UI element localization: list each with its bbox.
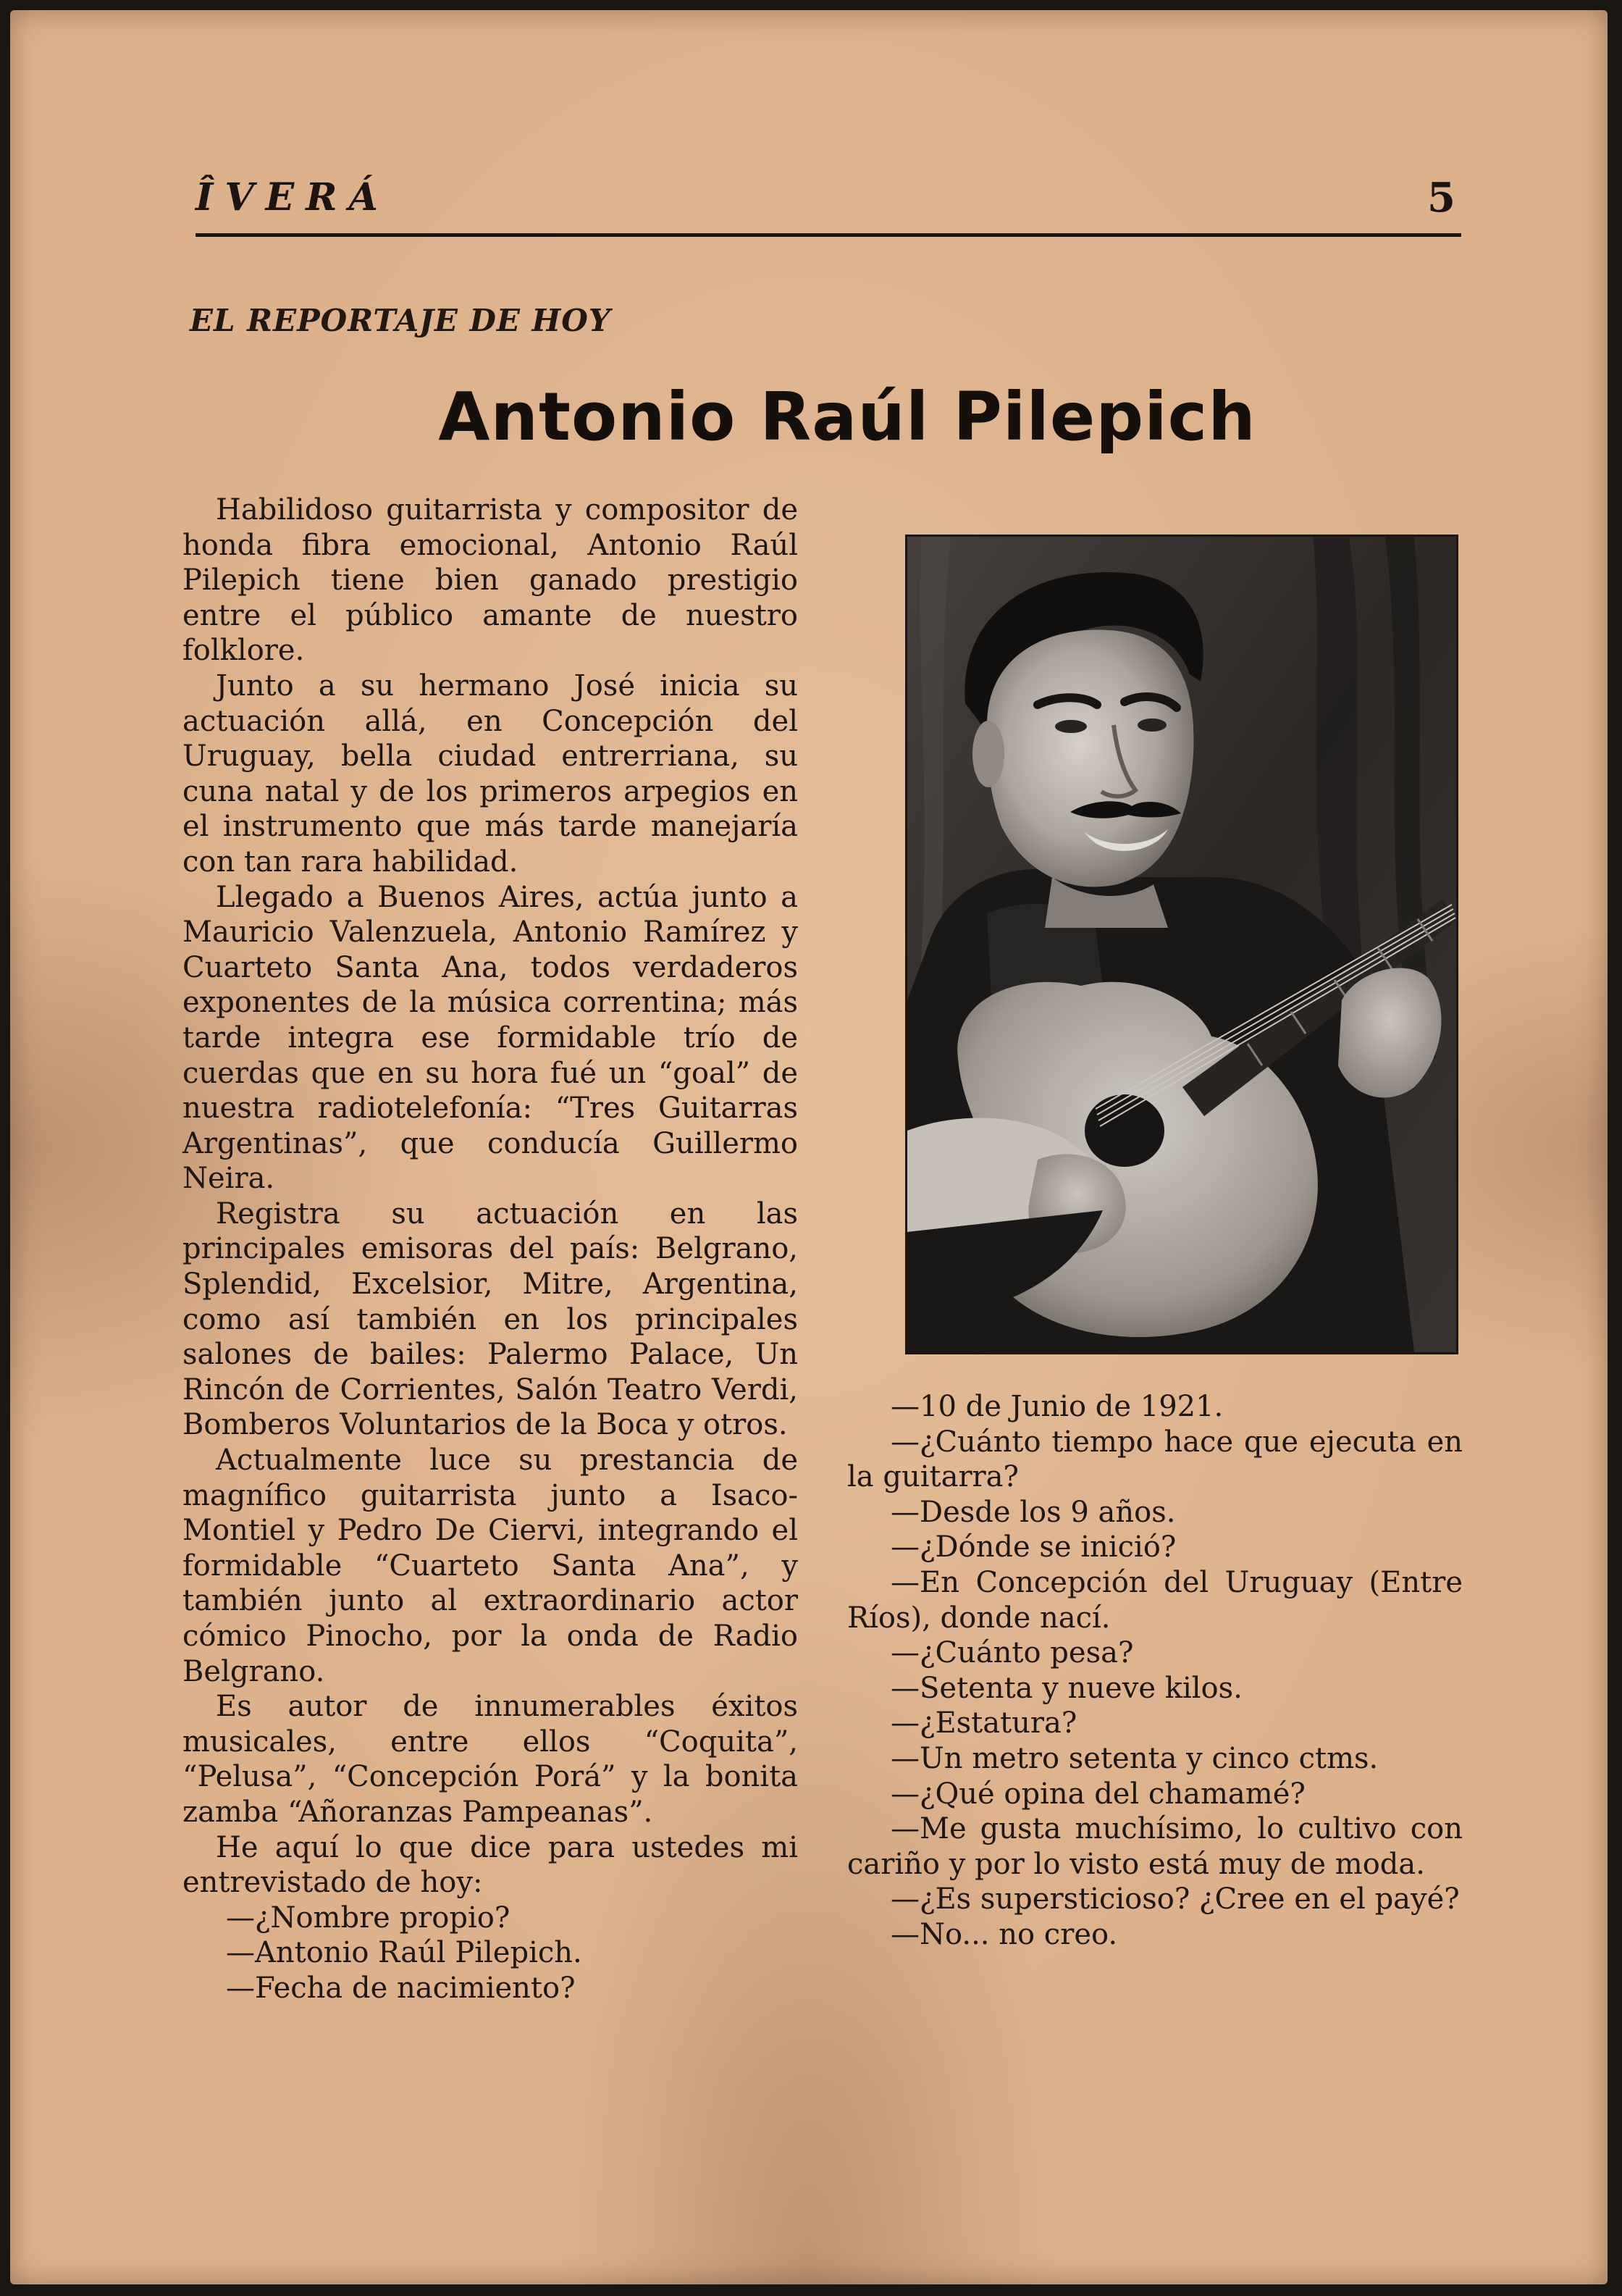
right-column bbox=[847, 1389, 1463, 1953]
paragraph: Llegado a Buenos Aires, actúa junto a Mauricio Valenzuela, Antonio Ramírez y Cuarteto Santa Ana, todos verdaderos exponentes de la música correntina; más tarde integra ese formidable trío de cuerdas que en su hora fué un “goal” de nuestra radiotelefonía: “Tres Guitarras Argentinas”, que conducía Guillermo Neira. bbox=[182, 880, 798, 1196]
page-header bbox=[196, 168, 1461, 226]
dialogue-line: —Setenta y nueve kilos. bbox=[891, 1671, 1243, 1705]
dialogue-line: —10 de Junio de 1921. bbox=[891, 1390, 1224, 1423]
guitarist-photo bbox=[905, 535, 1458, 1354]
paragraph: Es autor de innumerables éxitos musicales, entre ellos “Coquita”, “Pelusa”, “Concepción Porá” y la bonita zamba “Añoranzas Pampeanas”. bbox=[182, 1690, 798, 1829]
paragraph: He aquí lo que dice para ustedes mi entrevistado de hoy: bbox=[182, 1830, 798, 1900]
magazine-title: ÎVERÁ bbox=[196, 175, 390, 219]
dialogue-line: —¿Estatura? bbox=[891, 1706, 1077, 1740]
dialogue-line: —Un metro setenta y cinco ctms. bbox=[891, 1741, 1379, 1775]
page-number: 5 bbox=[1427, 174, 1455, 222]
dialogue-line: —Antonio Raúl Pilepich. bbox=[226, 1936, 582, 1970]
article-headline: Antonio Raúl Pilepich bbox=[438, 378, 1256, 456]
dialogue-line: —En Concepción del Uruguay (Entre Ríos), donde nací. bbox=[847, 1565, 1463, 1635]
dialogue-line: —Fecha de nacimiento? bbox=[226, 1971, 576, 2005]
section-label: EL REPORTAJE DE HOY bbox=[190, 303, 611, 338]
dialogue-line: —¿Nombre propio? bbox=[226, 1901, 510, 1935]
paragraph: Registra su actuación en las principales emisoras del país: Belgrano, Splendid, Excelsior, Mitre, Argentina, como así también en los principales salones de bailes: Palermo Palace, Un Rincón de Corrientes, Salón Teatro Verdi, Bomberos Voluntarios de la Boca y otros. bbox=[182, 1197, 798, 1442]
dialogue-line: —¿Cuánto tiempo hace que ejecuta en la guitarra? bbox=[847, 1425, 1463, 1494]
dialogue-line: —Desde los 9 años. bbox=[891, 1495, 1176, 1529]
header-rule bbox=[196, 233, 1461, 237]
paragraph: Habilidoso guitarrista y compositor de honda fibra emocional, Antonio Raúl Pilepich tiene bien ganado prestigio entre el público amante de nuestro folklore. bbox=[182, 493, 798, 668]
dialogue-line: —¿Dónde se inició? bbox=[891, 1530, 1177, 1564]
dialogue-line: —No... no creo. bbox=[891, 1917, 1118, 1951]
left-column bbox=[182, 493, 798, 2006]
dialogue-line: —¿Cuánto pesa? bbox=[891, 1636, 1134, 1670]
paragraph: Junto a su hermano José inicia su actuación allá, en Concepción del Uruguay, bella ciudad entrerriana, su cuna natal y de los primeros arpegios en el instrumento que más tarde manejaría con tan rara habilidad. bbox=[182, 669, 798, 879]
dialogue-line: —¿Es supersticioso? ¿Cree en el payé? bbox=[891, 1882, 1460, 1916]
dialogue-line: —¿Qué opina del chamamé? bbox=[891, 1777, 1306, 1811]
dialogue-line: —Me gusta muchísimo, lo cultivo con cariño y por lo visto está muy de moda. bbox=[847, 1812, 1463, 1881]
paragraph: Actualmente luce su prestancia de magnífico guitarrista junto a Isaco-Montiel y Pedro De Ciervi, integrando el formidable “Cuarteto Santa Ana”, y también junto al extraordinario actor cómico Pinocho, por la onda de Radio Belgrano. bbox=[182, 1444, 798, 1688]
